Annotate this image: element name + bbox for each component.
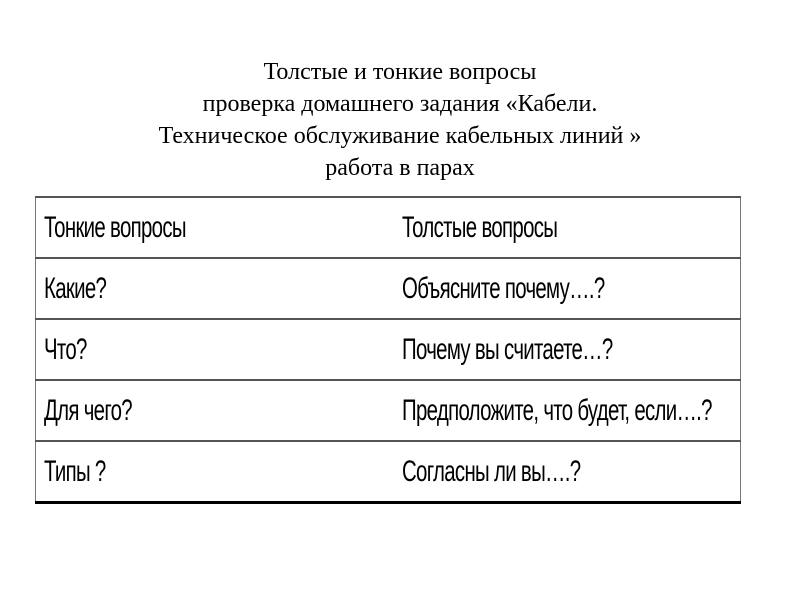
header-thick-questions: Толстые вопросы [402,210,558,244]
title-line-3: Техническое обслуживание кабельных линий » [158,123,642,149]
thin-question: Какие? [44,271,107,305]
questions-table [35,196,741,504]
table-cell [394,380,741,441]
table-cell [394,319,741,380]
thick-question: Объясните почему….? [402,271,605,305]
table-row [36,441,741,503]
table-row [36,319,741,380]
table-row [36,380,741,441]
thin-question: Типы ? [44,454,106,488]
table-cell [394,441,741,503]
table-cell [36,380,395,441]
thin-question: Для чего? [44,393,132,427]
table-header-row [36,197,741,258]
table-row [36,258,741,319]
thick-question: Почему вы считаете…? [402,332,613,366]
table-cell [394,197,741,258]
table-cell [36,197,395,258]
title-line-1: Толстые и тонкие вопросы [263,59,537,85]
title-line-4: работа в парах [325,155,475,181]
slide-title [0,56,800,184]
header-thin-questions: Тонкие вопросы [44,210,186,244]
thin-question: Что? [44,332,87,366]
thick-question: Предположите, что будет, если….? [402,393,712,427]
table-cell [394,258,741,319]
table-cell [36,441,395,503]
thick-question: Согласны ли вы….? [402,454,581,488]
title-line-2: проверка домашнего задания «Кабели. [202,91,598,117]
table-cell [36,319,395,380]
table-cell [36,258,395,319]
